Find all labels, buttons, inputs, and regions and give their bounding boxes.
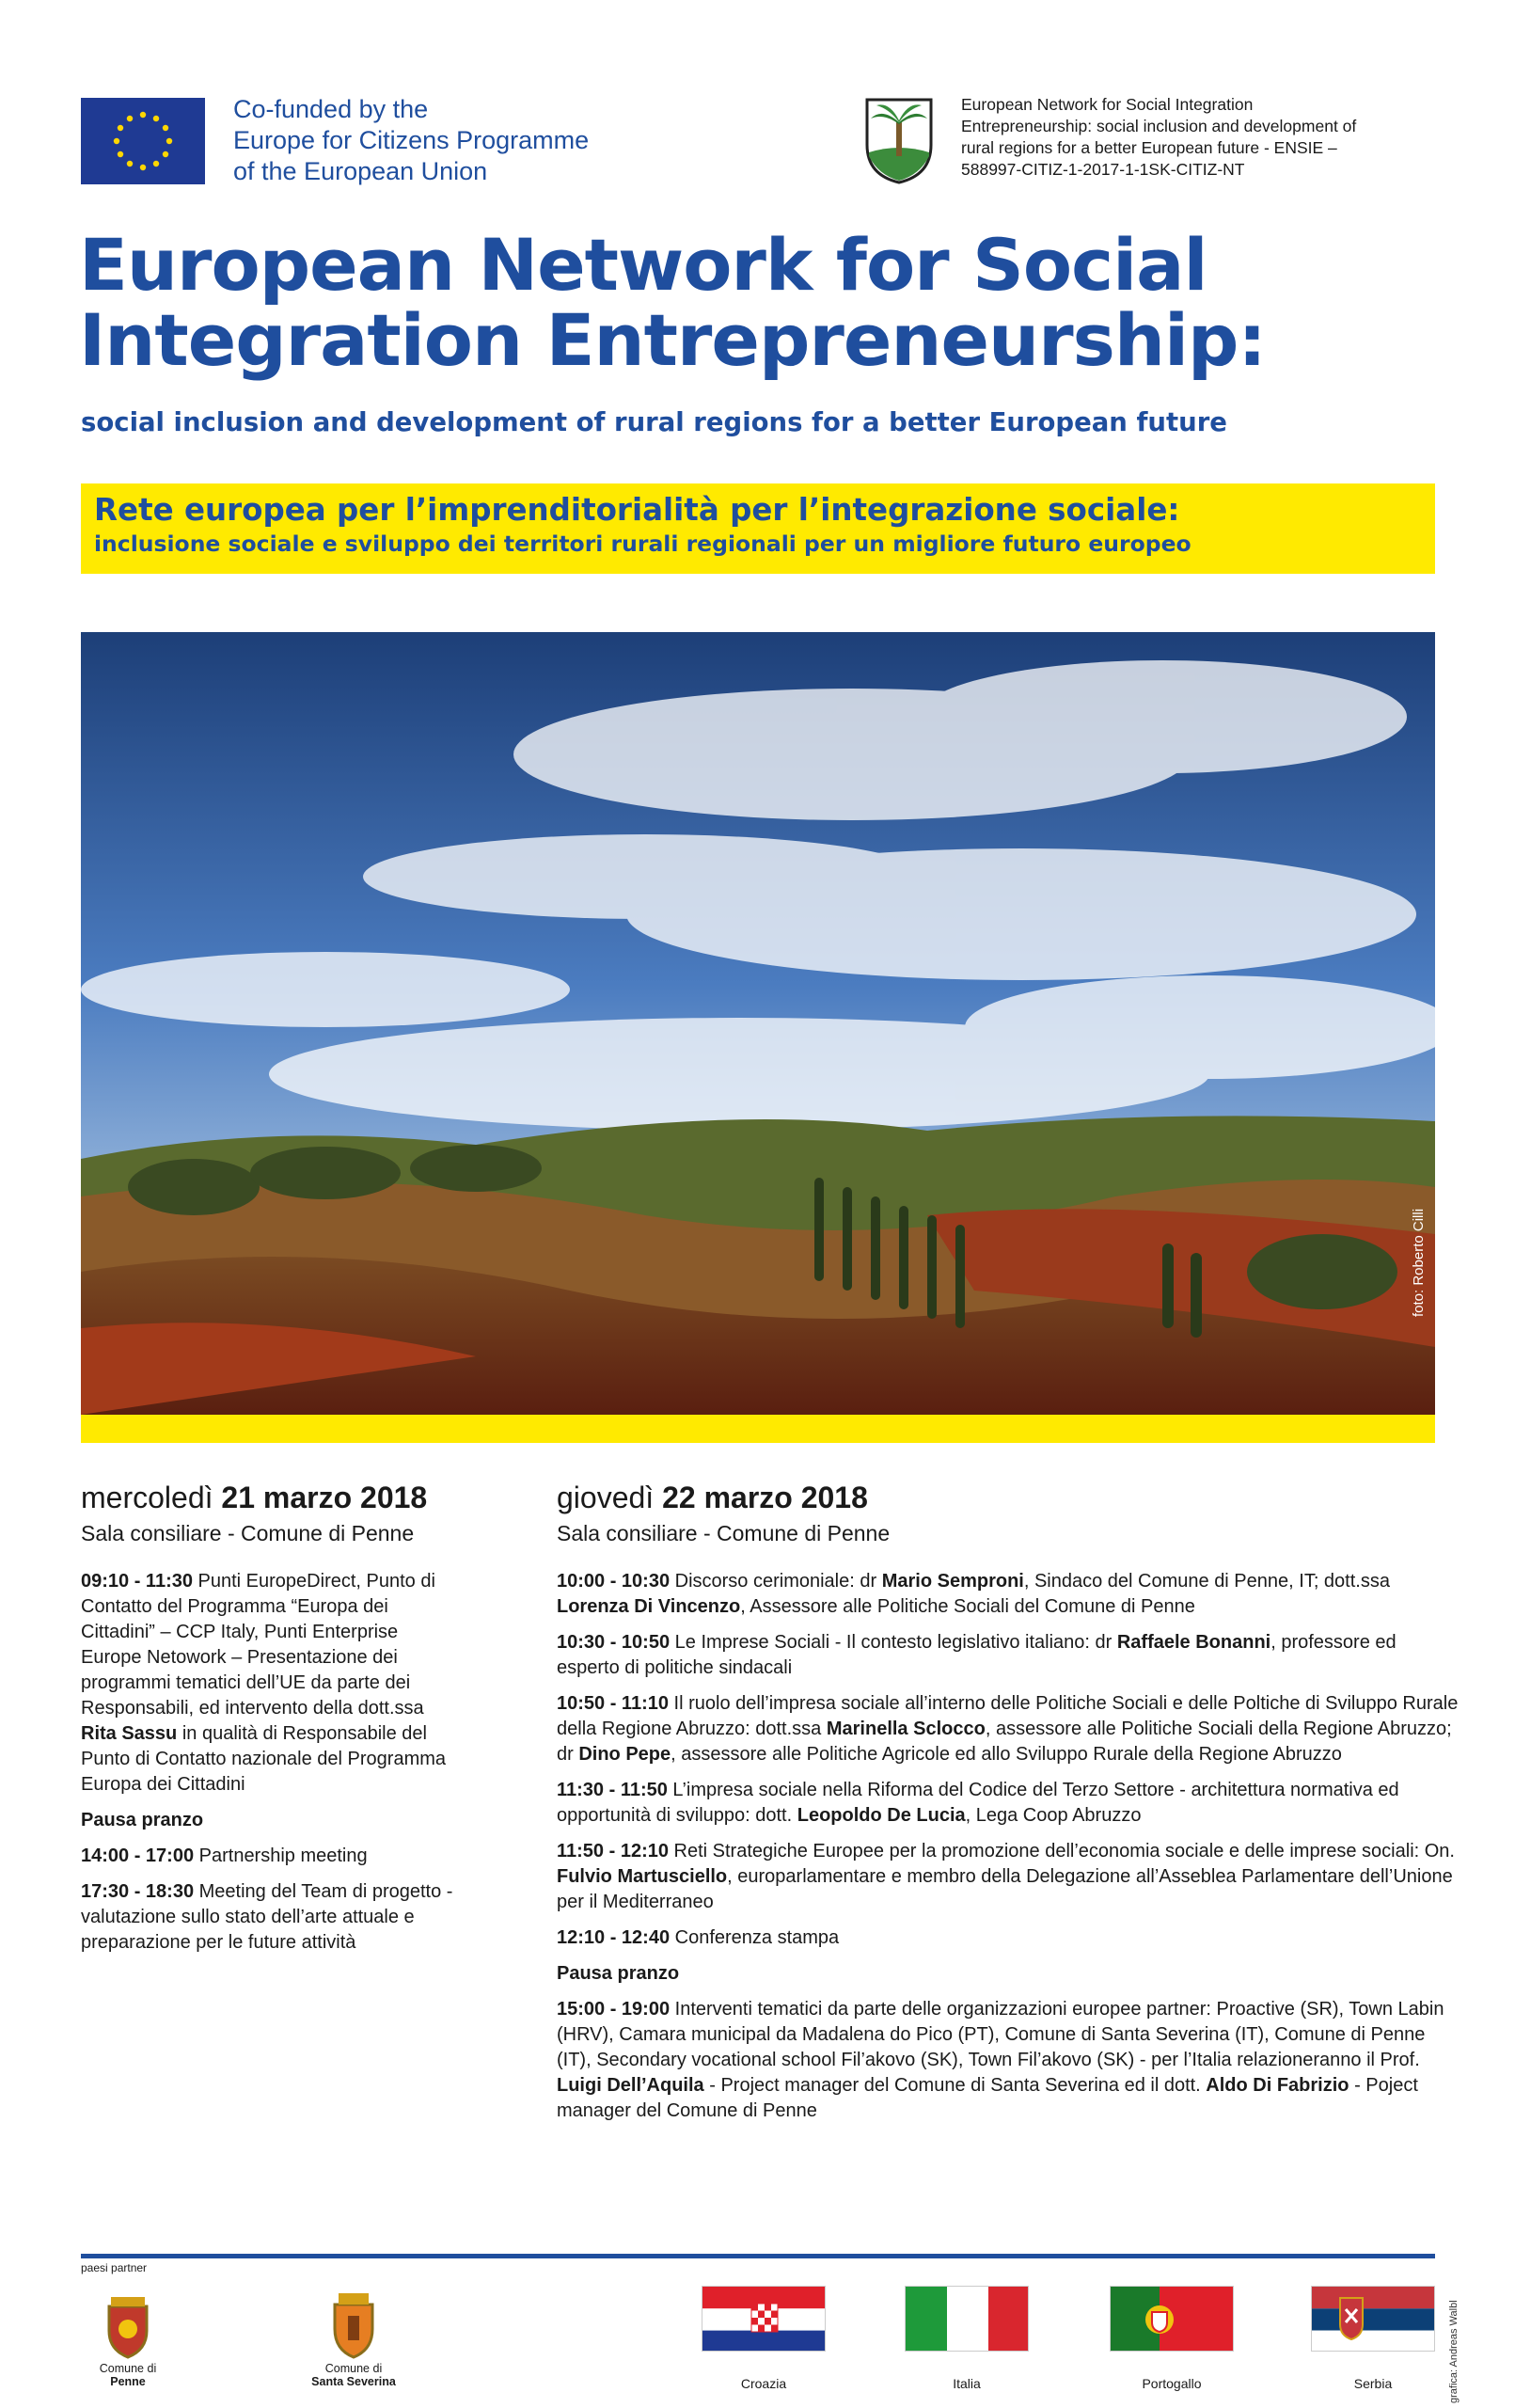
sub-title: social inclusion and development of rural regions for a better European future bbox=[81, 407, 1227, 437]
day1-column bbox=[81, 1479, 457, 1966]
logo-small: Comune di bbox=[324, 2362, 383, 2375]
item-text: Discorso cerimoniale: dr bbox=[670, 1571, 882, 1592]
palm-shield-icon bbox=[863, 94, 935, 184]
item-time: 10:30 - 10:50 bbox=[557, 1632, 671, 1653]
eu-cofunding-block bbox=[81, 94, 589, 187]
main-title bbox=[79, 223, 1443, 382]
item-person: Marinella Sclocco bbox=[826, 1719, 986, 1739]
item-text: Le Imprese Sociali - Il contesto legislativo italiano: dr bbox=[670, 1632, 1117, 1653]
item-time: 11:50 - 12:10 bbox=[557, 1841, 669, 1861]
day2-date: 22 marzo 2018 bbox=[662, 1481, 868, 1514]
item-text: - Project manager del Comune di Santa Severina ed il dott. bbox=[703, 2075, 1207, 2096]
penne-coat-of-arms bbox=[90, 2293, 166, 2388]
item-time: 12:10 - 12:40 bbox=[557, 1927, 671, 1948]
item-time: 10:00 - 10:30 bbox=[557, 1571, 671, 1592]
item-person: Aldo Di Fabrizio bbox=[1206, 2075, 1349, 2096]
day2-venue: Sala consiliare - Comune di Penne bbox=[557, 1521, 891, 1545]
yellow-bar bbox=[81, 1415, 1435, 1443]
photo-credit: foto: Roberto Cilli bbox=[1411, 1208, 1427, 1317]
main-title-line: Integration Entrepreneurship: bbox=[79, 298, 1266, 382]
designer-credit: grafica: Andreas Walbl bbox=[1448, 2300, 1460, 2403]
item-time: 10:50 - 11:10 bbox=[557, 1693, 669, 1714]
item-text: Punti EuropeDirect, Punto di Contatto del Programma “Europa dei Cittadini” – CCP Italy, Punti Enterprise Europe Netowork – Presentazione dei programmi tematici dell’UE da parte dei Responsabili, ed intervento della dott.ssa bbox=[81, 1571, 435, 1719]
footer-divider bbox=[81, 2254, 1435, 2258]
item-person: Lorenza Di Vincenzo bbox=[557, 1596, 741, 1617]
project-line: European Network for Social Integration bbox=[961, 95, 1254, 114]
italy-flag-icon bbox=[905, 2286, 1029, 2352]
project-line: 588997-CITIZ-1-2017-1-1SK-CITIZ-NT bbox=[961, 160, 1245, 179]
eu-cofunding-text bbox=[233, 94, 589, 187]
item-person: Fulvio Martusciello bbox=[557, 1866, 728, 1887]
item-time: 09:10 - 11:30 bbox=[81, 1571, 193, 1592]
list-item bbox=[557, 1997, 1460, 2124]
serbia-flag-icon bbox=[1311, 2286, 1435, 2352]
list-item bbox=[81, 1879, 457, 1956]
item-text: , assessore alle Politiche Sociali della Regione Abruzzo; dr bbox=[557, 1719, 1452, 1765]
list-item bbox=[557, 1925, 1460, 1951]
project-info-text bbox=[961, 94, 1450, 181]
day2-weekday: giovedì bbox=[557, 1481, 655, 1514]
flag-label-serbia: Serbia bbox=[1353, 2376, 1393, 2391]
pause-label: Pausa pranzo bbox=[81, 1810, 204, 1830]
item-text: Interventi tematici da parte delle organizzazioni europee partner: Proactive (SR), Town Labin (HRV), Camara municipal da Madalena do Pico (PT), Comune di Santa Severina (IT), Comune di Penne (IT), Secondary vocational school Fil’akovo (SK), Town Fil’akovo (SK) - per l’Italia relazioneranno il Prof. bbox=[557, 1999, 1444, 2070]
eu-line: Europe for Citizens Programme bbox=[233, 126, 590, 154]
item-text: , Sindaco del Comune di Penne, IT; dott.ssa bbox=[1023, 1571, 1390, 1592]
eu-flag-icon bbox=[81, 98, 205, 184]
item-text: in qualità di Responsabile del Punto di Contatto nazionale del Programma Europa dei Cittadini bbox=[81, 1723, 447, 1795]
logo-small: Comune di bbox=[99, 2362, 157, 2375]
list-item bbox=[81, 1844, 457, 1869]
list-item bbox=[557, 1839, 1460, 1915]
item-person: Rita Sassu bbox=[81, 1723, 178, 1744]
day2-heading bbox=[557, 1479, 1460, 1516]
item-text: , assessore alle Politiche Agricole ed allo Sviluppo Rurale della Regione Abruzzo bbox=[671, 1744, 1342, 1765]
flag-label-portugal: Portogallo bbox=[1142, 2376, 1202, 2391]
coat-of-arms-icon bbox=[325, 2289, 382, 2359]
item-person: Dino Pepe bbox=[578, 1744, 671, 1765]
list-item bbox=[557, 1569, 1460, 1620]
item-text: , Lega Coop Abruzzo bbox=[965, 1805, 1142, 1826]
italian-title-box bbox=[81, 483, 1435, 574]
coat-of-arms-icon bbox=[102, 2293, 154, 2359]
list-item bbox=[81, 1569, 457, 1798]
italian-title-line: Rete europea per l’imprenditorialità per l’integrazione sociale: bbox=[94, 492, 1180, 528]
day1-venue: Sala consiliare - Comune di Penne bbox=[81, 1521, 415, 1545]
pause-label: Pausa pranzo bbox=[557, 1963, 680, 1984]
eu-line: of the European Union bbox=[233, 157, 488, 185]
eu-line: Co-funded by the bbox=[233, 95, 429, 123]
item-time: 15:00 - 19:00 bbox=[557, 1999, 671, 2020]
landscape-photo bbox=[81, 632, 1435, 1415]
list-item bbox=[557, 1778, 1460, 1829]
item-text: - Poject manager del Comune di Penne bbox=[557, 2075, 1418, 2121]
day1-date: 21 marzo 2018 bbox=[221, 1481, 428, 1514]
santa-severina-coat-of-arms bbox=[297, 2289, 410, 2388]
item-time: 11:30 - 11:50 bbox=[557, 1780, 668, 1800]
item-person: Luigi Dell’Aquila bbox=[557, 2075, 704, 2096]
day2-column bbox=[557, 1479, 1460, 2134]
item-text: Conferenza stampa bbox=[670, 1927, 840, 1948]
item-text: Partnership meeting bbox=[194, 1846, 368, 1866]
flag-label-croatia: Croazia bbox=[740, 2376, 787, 2391]
logo-name: Penne bbox=[110, 2375, 146, 2388]
project-line: Entrepreneurship: social inclusion and development of bbox=[961, 117, 1357, 135]
item-person: Leopoldo De Lucia bbox=[797, 1805, 966, 1826]
main-title-line: European Network for Social bbox=[79, 223, 1207, 307]
portugal-flag-icon bbox=[1110, 2286, 1234, 2352]
item-text: Meeting del Team di progetto - valutazione sullo stato dell’arte attuale e preparazione per le future attività bbox=[81, 1881, 453, 1953]
list-item bbox=[557, 1691, 1460, 1767]
day1-heading bbox=[81, 1479, 457, 1516]
day1-weekday: mercoledì bbox=[81, 1481, 213, 1514]
logo-name: Santa Severina bbox=[311, 2375, 396, 2388]
partners-label: paesi partner bbox=[81, 2261, 148, 2274]
item-person: Raffaele Bonanni bbox=[1116, 1632, 1271, 1653]
item-time: 17:30 - 18:30 bbox=[81, 1881, 195, 1902]
item-text: Il ruolo dell’impresa sociale all’interno delle Politiche Sociali e delle Poltiche di Sviluppo Rurale della Regione Abruzzo: dott.ssa bbox=[557, 1693, 1459, 1739]
item-text: L’impresa sociale nella Riforma del Codice del Terzo Settore - architettura normativa ed opportunità di sviluppo: dott. bbox=[557, 1780, 1399, 1826]
croatia-flag-icon bbox=[702, 2286, 826, 2352]
item-text: , europarlamentare e membro della Delegazione all’Asseblea Parlamentare dell’Unione per il Mediterraneo bbox=[557, 1866, 1453, 1912]
project-info-block bbox=[863, 94, 1450, 184]
item-text: , professore ed esperto di politiche sindacali bbox=[557, 1632, 1397, 1678]
list-item bbox=[557, 1630, 1460, 1681]
project-line: rural regions for a better European future - ENSIE – bbox=[961, 138, 1337, 157]
item-text: Reti Strategiche Europee per la promozione dell’economia sociale e delle imprese sociali: On. bbox=[668, 1841, 1455, 1861]
italian-subtitle-line: inclusione sociale e sviluppo dei territori rurali regionali per un migliore futuro europeo bbox=[94, 531, 1191, 557]
item-text: , Assessore alle Politiche Sociali del Comune di Penne bbox=[740, 1596, 1195, 1617]
flag-label-italy: Italia bbox=[953, 2376, 981, 2391]
item-person: Mario Semproni bbox=[881, 1571, 1024, 1592]
item-time: 14:00 - 17:00 bbox=[81, 1846, 195, 1866]
